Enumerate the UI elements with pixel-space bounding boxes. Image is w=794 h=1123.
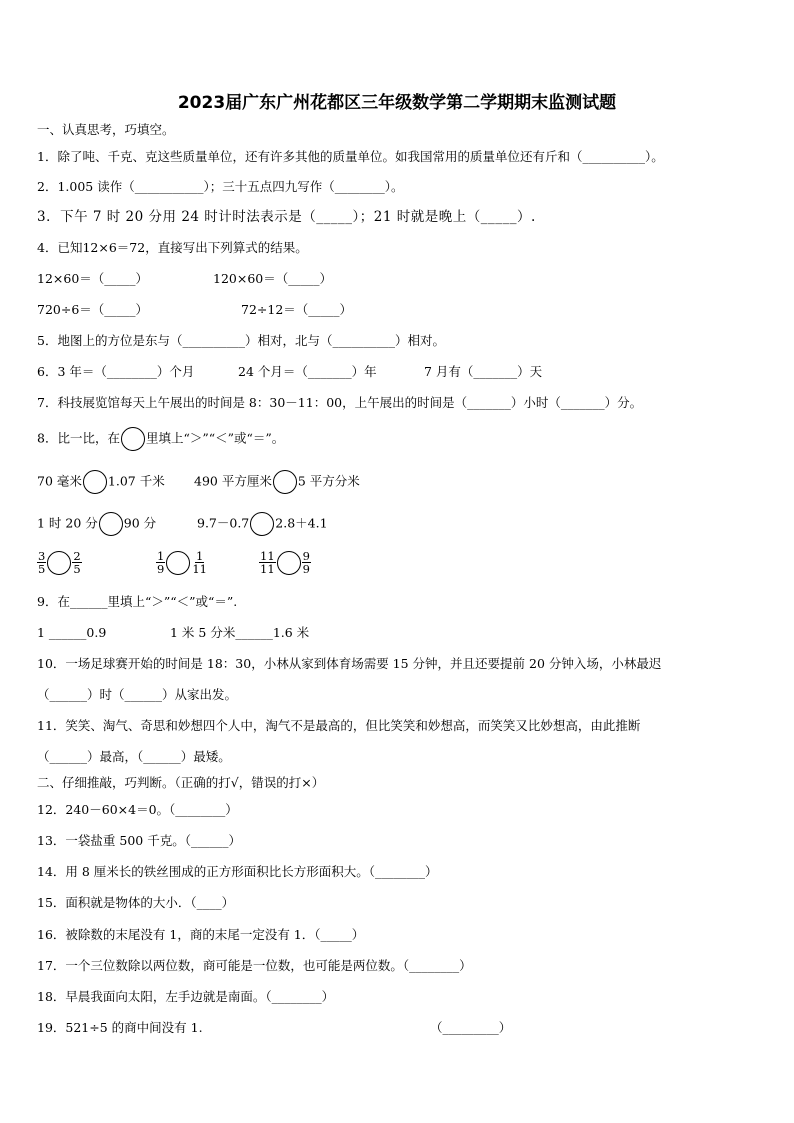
compare-circle[interactable] bbox=[277, 551, 301, 575]
question-11: 11．笑笑、淘气、奇思和妙想四个人中，淘气不是最高的，但比笑笑和妙想高，而笑笑又比妙想高，由此推断 bbox=[37, 718, 641, 733]
compare-circle[interactable] bbox=[83, 470, 107, 494]
compare-item bbox=[37, 470, 165, 494]
compare-circle[interactable] bbox=[166, 551, 190, 575]
question-10: 10．一场足球赛开始的时间是 18：30，小林从家到体育场需要 15 分钟，并且还要提前 20 分钟入场，小林最迟 bbox=[37, 656, 662, 671]
question-8 bbox=[37, 427, 284, 451]
section-heading-1: 一、认真思考，巧填空。 bbox=[37, 122, 175, 137]
question-6-item: 6．3 年＝（________）个月 bbox=[37, 364, 195, 379]
question-11-cont: （______）最高，（______）最矮。 bbox=[37, 749, 231, 764]
question-17: 17．一个三位数除以两位数，商可能是一位数，也可能是两位数。（________） bbox=[37, 958, 472, 973]
question-4-item: 720÷6＝（_____） bbox=[37, 302, 149, 317]
fraction-compare bbox=[259, 550, 311, 580]
question-6-item: 24 个月＝（_______）年 bbox=[238, 364, 377, 379]
fraction: $\frac{9}{9}$ bbox=[302, 549, 310, 576]
compare-left: 9.7－0.7 bbox=[197, 515, 250, 531]
question-4-item: 12×60＝（_____） bbox=[37, 271, 149, 286]
question-18: 18．早晨我面向太阳，左手边就是南面。（________） bbox=[37, 989, 335, 1004]
question-4-item: 120×60＝（_____） bbox=[213, 271, 332, 286]
question-8-prefix: 8．比一比，在 bbox=[37, 430, 120, 446]
compare-item bbox=[197, 512, 328, 536]
compare-circle[interactable] bbox=[250, 512, 274, 536]
question-19: 19．521÷5 的商中间没有 1. bbox=[37, 1020, 203, 1035]
question-5: 5．地图上的方位是东与（__________）相对，北与（__________）相对。 bbox=[37, 333, 445, 348]
question-10-cont: （______）时（______）从家出发。 bbox=[37, 687, 238, 702]
question-14: 14．用 8 厘米长的铁丝围成的正方形面积比长方形面积大。（________） bbox=[37, 864, 438, 879]
answer-blank[interactable]: （_________） bbox=[430, 1020, 512, 1035]
compare-circle[interactable] bbox=[99, 512, 123, 536]
fraction-compare bbox=[156, 550, 208, 580]
question-8-suffix: 里填上“＞”“＜”或“＝”。 bbox=[145, 430, 285, 446]
compare-right: 2.8＋4.1 bbox=[275, 515, 328, 531]
question-9: 9．在______里填上“＞”“＜”或“＝”. bbox=[37, 594, 238, 609]
compare-item bbox=[194, 470, 360, 494]
question-6-item: 7 月有（_______）天 bbox=[424, 364, 543, 379]
question-1: 1．除了吨、千克、克这些质量单位，还有许多其他的质量单位。如我国常用的质量单位还有斤和（__________）。 bbox=[37, 149, 664, 164]
fraction: $\frac{11}{11}$ bbox=[260, 549, 275, 576]
question-3: 3．下午 7 时 20 分用 24 时计时法表示是（_____）；21 时就是晚上（_____）. bbox=[37, 209, 536, 225]
compare-circle[interactable] bbox=[47, 551, 71, 575]
compare-left: 490 平方厘米 bbox=[194, 473, 272, 489]
page-title: 2023届广东广州花都区三年级数学第二学期期末监测试题 bbox=[177, 93, 617, 113]
fraction: $\frac{2}{5}$ bbox=[73, 549, 81, 576]
fraction: $\frac{3}{5}$ bbox=[38, 549, 46, 576]
question-12: 12．240－60×4＝0。（________） bbox=[37, 802, 238, 817]
compare-item bbox=[37, 512, 156, 536]
section-heading-2: 二、仔细推敲，巧判断。（正确的打√，错误的打×） bbox=[37, 775, 325, 790]
fraction: $\frac{1}{9}$ bbox=[157, 549, 165, 576]
compare-left: 1 时 20 分 bbox=[37, 515, 98, 531]
compare-circle[interactable] bbox=[273, 470, 297, 494]
question-9-item: 1 ______0.9 bbox=[37, 625, 107, 640]
compare-left: 70 毫米 bbox=[37, 473, 82, 489]
question-2: 2．1.005 读作（___________）；三十五点四九写作（________）。 bbox=[37, 179, 404, 194]
compare-right: 1.07 千米 bbox=[107, 473, 165, 489]
compare-right: 5 平方分米 bbox=[297, 473, 360, 489]
question-13: 13．一袋盐重 500 千克。（______） bbox=[37, 833, 241, 848]
question-15: 15．面积就是物体的大小．（____） bbox=[37, 895, 235, 910]
compare-right: 90 分 bbox=[123, 515, 157, 531]
question-16: 16．被除数的末尾没有 1，商的末尾一定没有 1．（_____） bbox=[37, 927, 365, 942]
compare-circle bbox=[121, 427, 145, 451]
fraction: $\frac{1}{11}$ bbox=[192, 549, 207, 576]
question-9-item: 1 米 5 分米______1.6 米 bbox=[170, 625, 310, 640]
question-7: 7．科技展览馆每天上午展出的时间是 8：30－11：00，上午展出的时间是（_______）小时（_______）分。 bbox=[37, 395, 643, 410]
question-4: 4．已知12×6＝72，直接写出下列算式的结果。 bbox=[37, 240, 308, 255]
fraction-compare bbox=[37, 550, 82, 580]
question-4-item: 72÷12＝（_____） bbox=[241, 302, 353, 317]
